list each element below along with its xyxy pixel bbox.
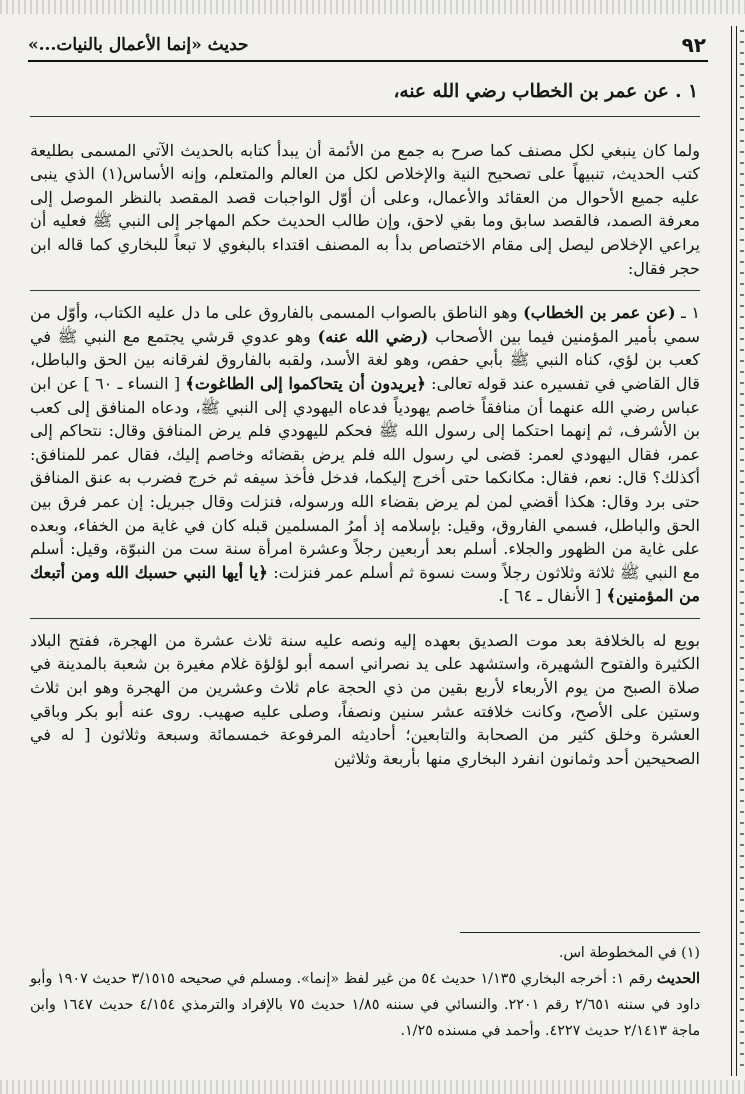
quran-verse-nisa: ﴿يريدون أن يتحاكموا إلى الطاغوت﴾ <box>185 373 426 393</box>
commentary-text-a: وهو الناطق بالصواب المسمى بالفاروق على ما دل عليه الكتاب، وأوّل من سمي بأمير المؤمنين فيما بين الأصحاب <box>30 303 700 346</box>
page-border-right <box>731 26 737 1076</box>
hadith-reference <box>30 966 700 1044</box>
quran-verse-anfal: ﴿يا أيها النبي حسبك الله ومن أتبعك من المؤمنين﴾ <box>30 562 700 606</box>
section-separator <box>30 290 700 291</box>
lemma-blessing: (رضي الله عنه) <box>317 326 429 346</box>
footnote-1: (١) في المخطوطة اس. <box>558 945 700 961</box>
lemma-narrator: (عن عمر بن الخطاب) <box>523 303 676 323</box>
commentary-text-d: [ الأنفال ـ ٦٤ ]. <box>498 586 602 606</box>
page-number: ٩٢ <box>681 33 706 57</box>
hadith-ref-text: رقم ١: أخرجه البخاري ١/١٣٥ حديث ٥٤ من غير لفظ «إنما». ومسلم في صحيحه ٣/١٥١٥ حديث ١٩٠٧ وأبو داود في سننه ٢/٦٥١ رقم ٢٢٠١. والنسائي في سننه ١/٨٥ حديث ٧٥ بالإفراد والترمذي ٤/١٥٤ حديث ١٦٤٧ وابن ماجة ٢/١٤١٣ حديث ٤٢٢٧. وأحمد في مسنده ١/٢٥. <box>30 971 700 1039</box>
section-separator-2 <box>30 618 700 619</box>
running-title: حديث «إنما الأعمال بالنيات...» <box>28 35 249 55</box>
commentary-text-b: وهو عدوي قرشي يجتمع مع النبي ﷺ في كعب بن لؤي، كناه النبي ﷺ بأبي حفص، وهو لغة الأسد، ولقبه بالفاروق لفرقانه بين الحق والباطل، قال القاضي في تفسيره عند قوله تعالى: <box>30 326 700 393</box>
commentary-number: ١ ـ <box>681 303 700 323</box>
biography-paragraph: بويع له بالخلافة بعد موت الصديق بعهده إليه ونصه عليه سنة ثلاث عشرة من الهجرة، ففتح البلاد الكثيرة والفتوح الشهيرة، واستشهد على يد نصراني اسمه أبو لؤلؤة غلام مغيرة بن شعبة بالمدينة في صلاة الصبح من يوم الأربعاء لأربع بقين من ذي الحجة عام ثلاث وعشرين من الهجرة وهو ابن ثلاث وستين على الأصح، وكانت خلافته عشر سنين ونصفاً، وصلى عليه صهيب. روى عنه أبو بكر وباقي العشرة وخلق كثير من الصحابة والتابعين؛ أحاديثه المرفوعة خمسمائة وسبعة وثلاثون [ له في الصحيحين أحد وثمانون انفرد البخاري منها بأربعة وثلاثين <box>30 630 700 768</box>
hadith-ref-label: الحديث <box>656 971 700 987</box>
commentary-paragraph <box>30 301 700 608</box>
intro-paragraph: ولما كان ينبغي لكل مصنف كما صرح به جمع من الأئمة أن يبدأ كتابه بالحديث الآتي المسمى بطليعة كتب الحديث، تنبيهاً على تصحيح النية والإخلاص لكل من العالم والمتعلم، وإنه الأساس(١) الذي ينبى عليه جميع الأحوال من العقائد والأعمال، وعلى أن أوّل الواجبات قصد المقصد بالنظر الموصل إلى معرفة الصمد، فالقصد سابق وما بقي لاحق، وإن طالب الحديث حكم المهاجر إلى النبي ﷺ فعليه أن يراعي الإخلاص ليصل إلى مقام الاختصاص بدأ به المصنف اقتداء بالبغوي لا تبعاً للبخاري كما قاله ابن حجر فقال: <box>30 140 700 278</box>
scan-edge-bottom <box>0 1080 745 1094</box>
scan-edge-top <box>0 0 745 14</box>
footnote-rule <box>460 932 700 933</box>
hadith-heading: ١ . عن عمر بن الخطاب رضي الله عنه، <box>393 81 698 102</box>
heading-separator <box>30 116 700 117</box>
page-border-ornament <box>740 30 744 1070</box>
commentary-text-c: [ النساء ـ ٦٠ ] عن ابن عباس رضي الله عنهما أن منافقاً خاصم يهودياً فدعاه اليهودي إلى النبي ﷺ، ودعاه المنافق إلى كعب بن الأشرف، ثم إنهما احتكما إلى رسول الله ﷺ فحكم لليهودي فلم يرض المنافق وقال: نتحاكم إلى عمر، فقال اليهودي لعمر: قضى لي رسول الله فلم يرض بقضائه وخاصم إليك، فقال عمر للمنافق: أكذلك؟ قال: نعم، فقال: مكانكما حتى أخرج إليكما، فدخل فأخذ سيفه ثم خرج فضرب به عنق المنافق حتى برد وقال: هكذا أقضي لمن لم يرض بقضاء الله ورسوله، فنزلت وقال جبريل: إن عمر فرق بين الحق والباطل، فسمي الفاروق، وقيل: بإسلامه إذ أمرُ المسلمين قبله كان في غاية من الخفاء، وبعده على غاية من الظهور والجلاء. أسلم بعد أربعين رجلاً وعشرة امرأة سنة ست من النبوّة، وقيل: أسلم مع النبي ﷺ ثلاثة وثلاثون رجلاً وست نسوة ثم أسلم عمر فنزلت: <box>30 373 700 582</box>
main-text <box>30 68 700 770</box>
footnotes <box>30 932 700 1044</box>
page-header <box>28 30 708 62</box>
